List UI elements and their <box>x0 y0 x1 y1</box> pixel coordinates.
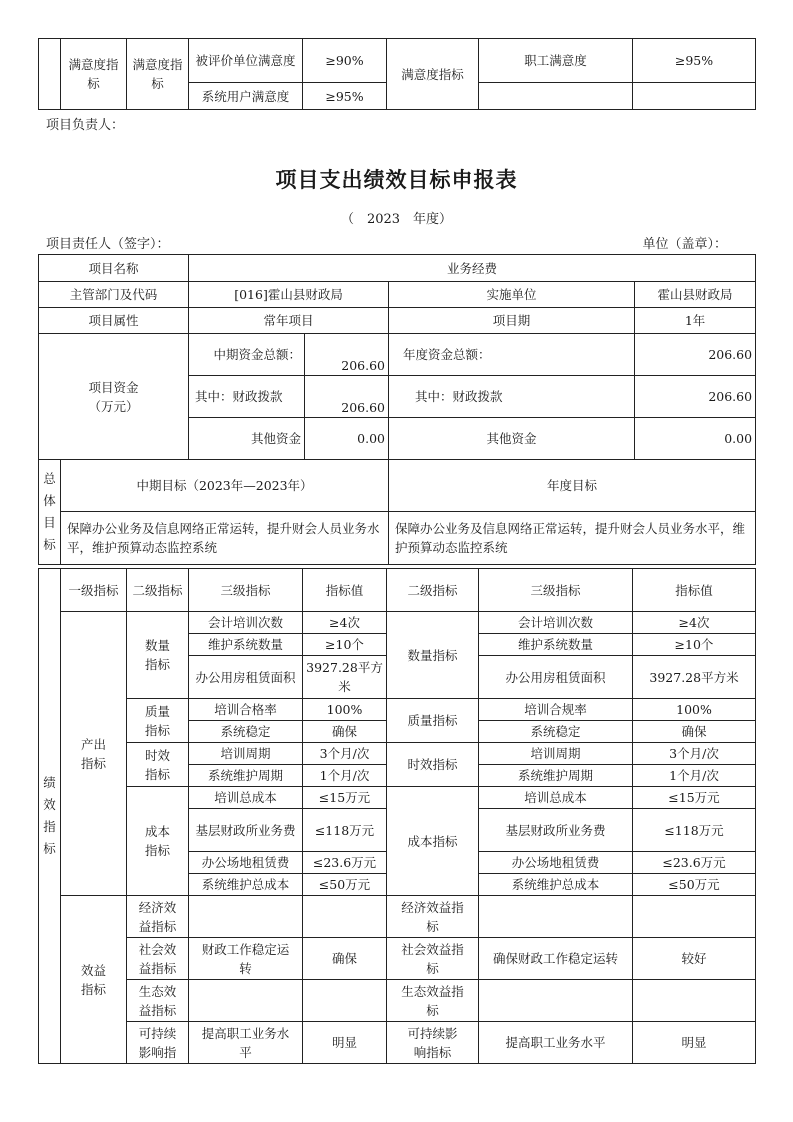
mid-total-value: 206.60 <box>305 334 389 376</box>
benefit-value-right: 明显 <box>633 1022 756 1064</box>
right-indicator-name: 职工满意度 <box>479 39 633 83</box>
benefit-name-right <box>479 896 633 938</box>
signer-label: 项目责任人（签字）： <box>46 237 170 252</box>
output-indicator-label: 产出指标 <box>61 612 127 896</box>
page-title: 项目支出绩效目标申报表 <box>275 167 518 192</box>
cost-name-right: 培训总成本 <box>479 787 633 809</box>
impl-unit-value: 霍山县财政局 <box>635 282 756 308</box>
benefit-sub-label-right: 生态效益指标 <box>387 980 479 1022</box>
header-value-right: 指标值 <box>633 569 756 612</box>
year-line: （ 2023 年度） <box>340 212 453 227</box>
cost-value-right: ≤23.6万元 <box>633 852 756 874</box>
quantity-value: ≥4次 <box>303 612 387 634</box>
timeliness-name: 培训周期 <box>189 743 303 765</box>
mid-fiscal-label: 其中：财政拨款 <box>189 376 305 418</box>
header-level2-right: 二级指标 <box>387 569 479 612</box>
cost-name: 基层财政所业务费 <box>189 809 303 852</box>
benefit-value <box>303 980 387 1022</box>
header-level2: 二级指标 <box>127 569 189 612</box>
right-indicator-name <box>479 83 633 110</box>
cost-value-right: ≤50万元 <box>633 874 756 896</box>
benefit-name: 财政工作稳定运转 <box>189 938 303 980</box>
timeliness-value-right: 3个月/次 <box>633 743 756 765</box>
benefit-name: 提高职工业务水平 <box>189 1022 303 1064</box>
benefit-value: 明显 <box>303 1022 387 1064</box>
mid-other-label: 其他资金 <box>189 418 305 460</box>
indicator-name: 被评价单位满意度 <box>189 39 303 83</box>
quantity-name-right: 维护系统数量 <box>479 634 633 656</box>
project-attr-value: 常年项目 <box>189 308 389 334</box>
benefit-name <box>189 980 303 1022</box>
cost-name-right: 办公场地租赁费 <box>479 852 633 874</box>
timeliness-label-right: 时效指标 <box>387 743 479 787</box>
quantity-value: 3927.28平方米 <box>303 656 387 699</box>
benefit-value-right <box>633 896 756 938</box>
quality-name-right: 系统稳定 <box>479 721 633 743</box>
dept-label: 主管部门及代码 <box>39 282 189 308</box>
benefit-name-right: 提高职工业务水平 <box>479 1022 633 1064</box>
cost-name: 培训总成本 <box>189 787 303 809</box>
header-value: 指标值 <box>303 569 387 612</box>
benefit-sub-label: 经济效益指标 <box>127 896 189 938</box>
quantity-name: 会计培训次数 <box>189 612 303 634</box>
mid-goal-label: 中期目标（2023年—2023年） <box>61 460 389 512</box>
cost-value: ≤50万元 <box>303 874 387 896</box>
year-goal-label: 年度目标 <box>389 460 756 512</box>
cost-value-right: ≤118万元 <box>633 809 756 852</box>
cost-value: ≤118万元 <box>303 809 387 852</box>
quantity-name-right: 会计培训次数 <box>479 612 633 634</box>
project-period-label: 项目期 <box>389 308 635 334</box>
performance-side: 绩效指标 <box>39 569 61 1064</box>
benefit-value-right <box>633 980 756 1022</box>
indicator-value: ≥90% <box>303 39 387 83</box>
header-level3: 三级指标 <box>189 569 303 612</box>
benefit-sub-label: 社会效益指标 <box>127 938 189 980</box>
quantity-name: 维护系统数量 <box>189 634 303 656</box>
side-cell <box>39 39 61 110</box>
quantity-name-right: 办公用房租赁面积 <box>479 656 633 699</box>
level1-satisfaction: 满意度指标 <box>61 39 127 110</box>
indicator-value: ≥95% <box>303 83 387 110</box>
benefit-value: 确保 <box>303 938 387 980</box>
year-other-label: 其他资金 <box>389 418 635 460</box>
benefit-indicator-label: 效益指标 <box>61 896 127 1064</box>
benefit-name-right: 确保财政工作稳定运转 <box>479 938 633 980</box>
benefit-sub-label: 可持续影响指 <box>127 1022 189 1064</box>
mid-other-value: 0.00 <box>305 418 389 460</box>
overall-goal-side: 总体目标 <box>39 460 61 565</box>
timeliness-value: 1个月/次 <box>303 765 387 787</box>
cost-value-right: ≤15万元 <box>633 787 756 809</box>
project-attr-label: 项目属性 <box>39 308 189 334</box>
benefit-sub-label: 生态效益指标 <box>127 980 189 1022</box>
project-name-label: 项目名称 <box>39 255 189 282</box>
satisfaction-table <box>38 38 756 110</box>
cost-name-right: 基层财政所业务费 <box>479 809 633 852</box>
year-other-value: 0.00 <box>635 418 756 460</box>
benefit-name-right <box>479 980 633 1022</box>
project-name-value: 业务经费 <box>189 255 756 282</box>
quantity-label-right: 数量指标 <box>387 612 479 699</box>
timeliness-name-right: 系统维护周期 <box>479 765 633 787</box>
year-goal-text: 保障办公业务及信息网络正常运转，提升财会人员业务水平，维护预算动态监控系统 <box>389 512 756 565</box>
benefit-value <box>303 896 387 938</box>
quality-value-right: 确保 <box>633 721 756 743</box>
year-fiscal-label: 其中：财政拨款 <box>389 376 635 418</box>
cost-value: ≤23.6万元 <box>303 852 387 874</box>
benefit-sub-label-right: 社会效益指标 <box>387 938 479 980</box>
quantity-value: ≥10个 <box>303 634 387 656</box>
cost-value: ≤15万元 <box>303 787 387 809</box>
indicator-name: 系统用户满意度 <box>189 83 303 110</box>
cost-label-right: 成本指标 <box>387 787 479 896</box>
header-level1: 一级指标 <box>61 569 127 612</box>
project-period-value: 1年 <box>635 308 756 334</box>
right-indicator-value <box>633 83 756 110</box>
timeliness-name: 系统维护周期 <box>189 765 303 787</box>
quality-value: 确保 <box>303 721 387 743</box>
right-level-satisfaction: 满意度指标 <box>387 39 479 110</box>
year-total-value: 206.60 <box>635 334 756 376</box>
cost-name: 办公场地租赁费 <box>189 852 303 874</box>
benefit-sub-label-right: 经济效益指标 <box>387 896 479 938</box>
quality-value: 100% <box>303 699 387 721</box>
mid-fiscal-value: 206.60 <box>305 376 389 418</box>
unit-seal-label: 单位（盖章）： <box>642 237 727 252</box>
quality-name-right: 培训合规率 <box>479 699 633 721</box>
funds-label: 项目资金（万元） <box>39 334 189 460</box>
timeliness-value-right: 1个月/次 <box>633 765 756 787</box>
impl-unit-label: 实施单位 <box>389 282 635 308</box>
project-responsible-label: 项目负责人： <box>46 118 125 133</box>
year-fiscal-value: 206.60 <box>635 376 756 418</box>
cost-label: 成本指标 <box>127 787 189 896</box>
performance-table <box>38 568 756 1064</box>
quantity-value-right: ≥4次 <box>633 612 756 634</box>
mid-total-label: 中期资金总额： <box>189 334 305 376</box>
benefit-value-right: 较好 <box>633 938 756 980</box>
quantity-value-right: ≥10个 <box>633 634 756 656</box>
project-info-table <box>38 254 756 565</box>
quality-value-right: 100% <box>633 699 756 721</box>
quality-name: 系统稳定 <box>189 721 303 743</box>
cost-name-right: 系统维护总成本 <box>479 874 633 896</box>
timeliness-label: 时效指标 <box>127 743 189 787</box>
quality-label-right: 质量指标 <box>387 699 479 743</box>
mid-goal-text: 保障办公业务及信息网络正常运转，提升财会人员业务水平，维护预算动态监控系统 <box>61 512 389 565</box>
year-total-label: 年度资金总额： <box>389 334 635 376</box>
level2-satisfaction: 满意度指标 <box>127 39 189 110</box>
benefit-name <box>189 896 303 938</box>
quality-name: 培训合格率 <box>189 699 303 721</box>
quality-label: 质量指标 <box>127 699 189 743</box>
timeliness-name-right: 培训周期 <box>479 743 633 765</box>
header-level3-right: 三级指标 <box>479 569 633 612</box>
quantity-value-right: 3927.28平方米 <box>633 656 756 699</box>
quantity-label: 数量指标 <box>127 612 189 699</box>
dept-value: [016]霍山县财政局 <box>189 282 389 308</box>
quantity-name: 办公用房租赁面积 <box>189 656 303 699</box>
right-indicator-value: ≥95% <box>633 39 756 83</box>
timeliness-value: 3个月/次 <box>303 743 387 765</box>
benefit-sub-label-right: 可持续影响指标 <box>387 1022 479 1064</box>
cost-name: 系统维护总成本 <box>189 874 303 896</box>
